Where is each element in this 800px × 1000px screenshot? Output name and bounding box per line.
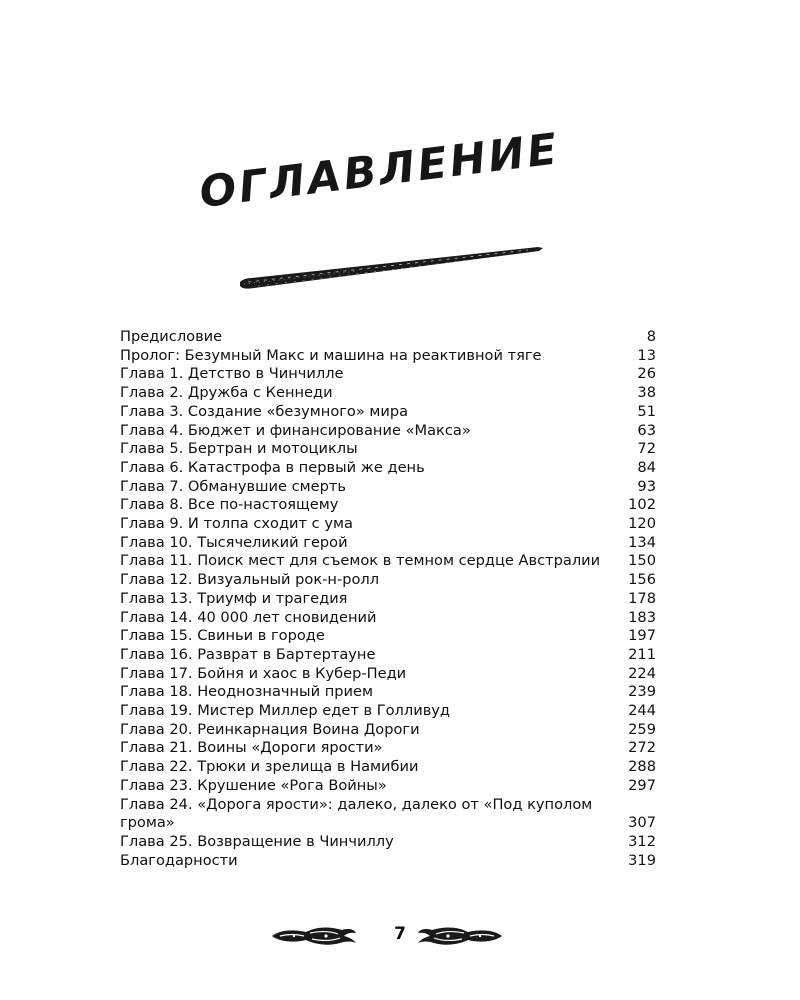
toc-entry-page: 312 (628, 832, 656, 850)
toc-entry-label: Глава 23. Крушение «Рога Войны» (120, 776, 387, 794)
toc-entry-label: Глава 11. Поиск мест для съемок в темном сердце Австралии (120, 552, 601, 570)
toc-entry-label: Глава 25. Возвращение в Чинчиллу (120, 832, 394, 850)
toc-entry-label: Глава 3. Создание «безумного» мира (120, 402, 409, 420)
toc-entry-label: Глава 12. Визуальный рок-н-ролл (120, 571, 380, 589)
page-number: 7 (394, 924, 406, 944)
toc-entry-label: Глава 6. Катастрофа в первый же день (120, 458, 425, 476)
toc-entry-page: 63 (637, 421, 656, 439)
toc-entry-page: 13 (637, 346, 656, 364)
toc-entry-label: Глава 19. Мистер Миллер едет в Голливуд (120, 702, 451, 720)
toc-entry[interactable] (120, 833, 658, 852)
toc-entry-page: 84 (637, 458, 656, 476)
toc-entry[interactable] (120, 328, 658, 347)
toc-entry[interactable] (120, 440, 658, 459)
toc-entry-label: Глава 18. Неоднозначный прием (120, 683, 373, 701)
toc-entry-page: 72 (637, 440, 656, 458)
toc-entry[interactable] (120, 852, 658, 871)
toc-entry[interactable] (120, 609, 658, 628)
toc-entry-page: 244 (628, 702, 656, 720)
toc-entry[interactable] (120, 459, 658, 478)
toc-entry[interactable] (120, 403, 658, 422)
toc-entry[interactable] (120, 422, 658, 441)
toc-entry-label: Глава 24. «Дорога ярости»: далеко, далеко от «Под куполом грома» (120, 795, 593, 832)
toc-entry-page: 134 (628, 533, 656, 551)
toc-entry-label: Глава 2. Дружба с Кеннеди (120, 384, 333, 402)
page-title: ОГЛАВЛЕНИЕ (196, 124, 563, 218)
toc-entry-page: 8 (646, 328, 656, 345)
toc-entry[interactable] (120, 571, 658, 590)
toc-entry-page: 178 (628, 589, 656, 607)
toc-entry[interactable] (120, 347, 658, 366)
toc-entry[interactable] (120, 646, 658, 665)
flame-ornament-icon (416, 925, 504, 947)
toc-entry[interactable] (120, 683, 658, 702)
toc-entry-page: 288 (628, 758, 656, 776)
toc-entry[interactable] (120, 496, 658, 515)
toc-entry-label: Глава 21. Воины «Дороги ярости» (120, 739, 383, 757)
toc-entry[interactable] (120, 739, 658, 758)
toc-entry-page: 183 (628, 608, 656, 626)
toc-entry-page: 239 (628, 683, 656, 701)
toc-entry[interactable] (120, 627, 658, 646)
toc-entry-page: 307 (628, 814, 656, 832)
toc-entry[interactable] (120, 515, 658, 534)
toc-entry-page: 51 (637, 402, 656, 420)
toc-entry[interactable] (120, 777, 658, 796)
toc-entry-label: Глава 15. Свиньи в городе (120, 627, 325, 645)
toc-entry[interactable] (120, 478, 658, 497)
toc-entry-label: Глава 5. Бертран и мотоциклы (120, 440, 358, 458)
toc-entry[interactable] (120, 758, 658, 777)
toc-entry-page: 150 (628, 552, 656, 570)
toc-entry-page: 26 (637, 365, 656, 383)
toc-entry-page: 38 (637, 384, 656, 402)
toc-entry-page: 197 (628, 627, 656, 645)
toc-entry[interactable] (120, 721, 658, 740)
toc-entry-page: 211 (628, 645, 656, 663)
toc-entry-label: Глава 9. И толпа сходит с ума (120, 515, 353, 533)
toc-entry-page: 259 (628, 720, 656, 738)
toc-entry-page: 272 (628, 739, 656, 757)
toc-entry-label: Глава 10. Тысячеликий герой (120, 533, 348, 551)
toc-entry[interactable] (120, 534, 658, 553)
toc-entry-label: Пролог: Безумный Макс и машина на реактивной тяге (120, 346, 542, 364)
toc-entry-label: Глава 16. Разврат в Бартертауне (120, 645, 376, 663)
toc-entry-page: 120 (628, 515, 656, 533)
toc-entry-label: Глава 8. Все по-настоящему (120, 496, 339, 514)
toc-entry-page: 102 (628, 496, 656, 514)
toc-entry-label: Глава 22. Трюки и зрелища в Намибии (120, 758, 419, 776)
table-of-contents (120, 328, 658, 870)
toc-entry-page: 319 (628, 851, 656, 869)
toc-entry[interactable] (120, 590, 658, 609)
toc-entry-page: 224 (628, 664, 656, 682)
toc-entry[interactable] (120, 552, 658, 571)
toc-entry-page: 156 (628, 571, 656, 589)
brush-stroke-underline (238, 238, 548, 294)
toc-entry-label: Глава 4. Бюджет и финансирование «Макса» (120, 421, 471, 439)
toc-entry-label: Благодарности (120, 851, 238, 869)
toc-entry-page: 93 (637, 477, 656, 495)
toc-entry[interactable] (120, 665, 658, 684)
toc-entry-label: Глава 17. Бойня и хаос в Кубер-Педи (120, 664, 407, 682)
toc-entry-label: Глава 14. 40 000 лет сновидений (120, 608, 377, 626)
toc-entry-label: Глава 1. Детство в Чинчилле (120, 365, 344, 383)
toc-entry[interactable] (120, 702, 658, 721)
toc-entry[interactable] (120, 796, 658, 833)
toc-entry-label: Глава 7. Обманувшие смерть (120, 477, 346, 495)
toc-entry[interactable] (120, 384, 658, 403)
toc-entry-label: Глава 20. Реинкарнация Воина Дороги (120, 720, 420, 738)
toc-entry[interactable] (120, 365, 658, 384)
toc-entry-label: Предисловие (120, 328, 223, 345)
toc-entry-page: 297 (628, 776, 656, 794)
toc-entry-label: Глава 13. Триумф и трагедия (120, 589, 348, 607)
